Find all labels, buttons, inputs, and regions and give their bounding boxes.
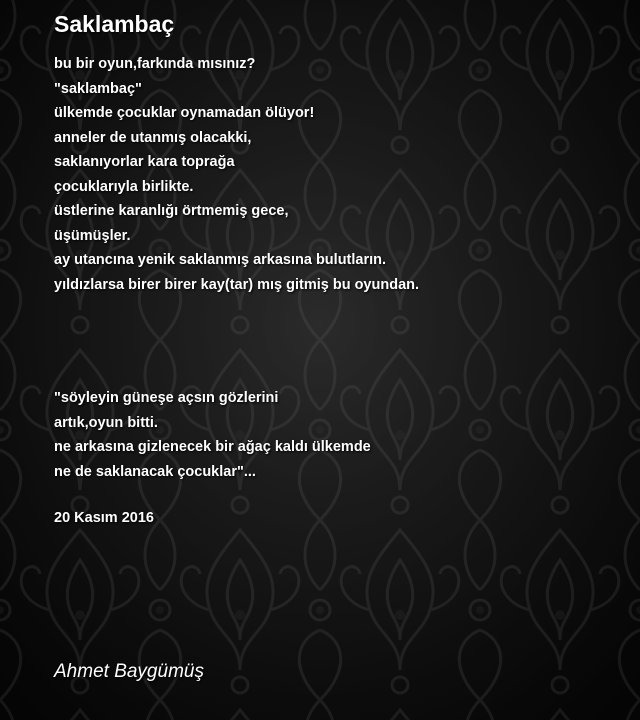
poem-line: üşümüşler.	[54, 227, 131, 244]
poem-line: ülkemde çocuklar oynamadan ölüyor!	[54, 105, 315, 121]
poem-line: artık,oyun bitti.	[54, 414, 158, 431]
poem-line: anneler de utanmış olacakki,	[54, 129, 252, 146]
poem-content	[54, 10, 624, 530]
poem-line: üstlerine karanlığı örtmemiş gece,	[54, 203, 289, 219]
poem-stanza-1	[54, 52, 624, 297]
poem-author: Ahmet Baygümüş	[54, 661, 204, 682]
poem-title: Saklambaç	[54, 11, 175, 37]
poem-line: yıldızlarsa birer birer kay(tar) mış gitmiş bu oyundan.	[54, 276, 420, 293]
poem-line: bu bir oyun,farkında mısınız?	[54, 56, 256, 72]
poem-stanza-2	[54, 386, 624, 484]
poem-line: "söyleyin güneşe açsın gözlerini	[54, 390, 279, 406]
poem-date: 20 Kasım 2016	[54, 510, 154, 526]
poem-line: ne de saklanacak çocuklar"...	[54, 463, 256, 480]
poem-line: ay utancına yenik saklanmış arkasına bulutların.	[54, 252, 387, 268]
poem-line: saklanıyorlar kara toprağa	[54, 154, 235, 170]
poem-line: "saklambaç"	[54, 80, 142, 97]
poem-line: çocuklarıyla birlikte.	[54, 178, 194, 195]
poem-line: ne arkasına gizlenecek bir ağaç kaldı ülkemde	[54, 439, 371, 455]
